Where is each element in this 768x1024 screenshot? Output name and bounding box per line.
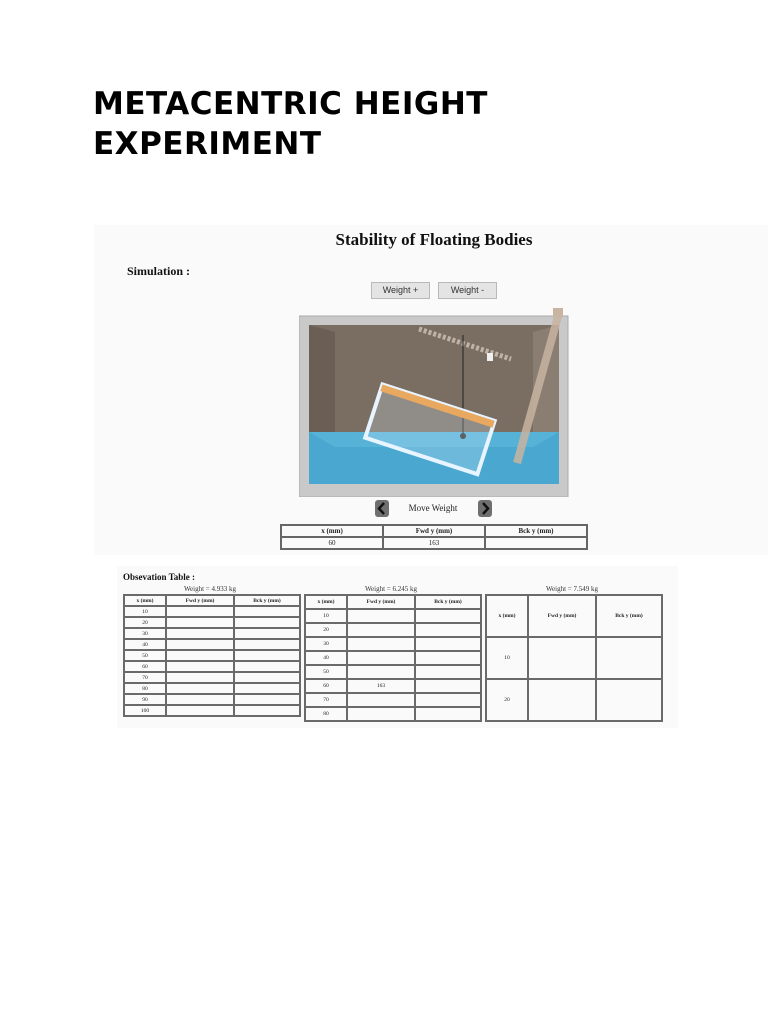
table-cell — [347, 623, 415, 637]
table-row — [305, 693, 481, 707]
table-cell — [234, 650, 300, 661]
col-header: x (mm) — [486, 595, 528, 637]
table-row — [281, 537, 587, 549]
move-weight-right-button[interactable] — [478, 500, 492, 517]
table-row — [486, 637, 662, 679]
table-header-row — [305, 595, 481, 609]
table-row — [305, 651, 481, 665]
table-cell — [528, 679, 596, 721]
observation-table-3 — [485, 594, 663, 722]
col-header: Bck y (mm) — [415, 595, 481, 609]
table-row — [124, 661, 300, 672]
table-cell — [166, 606, 234, 617]
col-header-fwd: Fwd y (mm) — [383, 525, 485, 537]
table-cell — [234, 672, 300, 683]
table-row — [305, 609, 481, 623]
title-line-1: METACENTRIC HEIGHT — [93, 86, 488, 122]
table-cell: 163 — [347, 679, 415, 693]
table-cell: 10 — [486, 637, 528, 679]
table-cell: 90 — [124, 694, 166, 705]
weight-plus-button[interactable]: Weight + — [371, 282, 430, 299]
table-row — [124, 650, 300, 661]
table-cell: 10 — [124, 606, 166, 617]
table-cell — [166, 650, 234, 661]
table-cell: 40 — [124, 639, 166, 650]
observation-table-1 — [123, 594, 301, 717]
simulation-title: Stability of Floating Bodies — [335, 230, 533, 249]
simulation-section-label: Simulation : — [127, 264, 191, 278]
table-cell — [234, 617, 300, 628]
table-cell — [415, 637, 481, 651]
table-cell: 30 — [124, 628, 166, 639]
table-cell — [234, 661, 300, 672]
table-row — [305, 665, 481, 679]
table-cell — [415, 651, 481, 665]
table-cell: 60 — [305, 679, 347, 693]
table-cell — [234, 606, 300, 617]
table-cell — [415, 693, 481, 707]
table-cell — [347, 693, 415, 707]
table-cell — [347, 665, 415, 679]
table-cell — [528, 637, 596, 679]
simulation-panel — [94, 225, 768, 555]
table-cell — [415, 665, 481, 679]
move-weight-label: Move Weight — [408, 503, 458, 513]
table-row — [305, 679, 481, 693]
table-cell — [166, 694, 234, 705]
weight-label: Weight = 4.933 kg — [184, 585, 236, 593]
sliding-weight — [487, 353, 493, 361]
table-cell — [166, 639, 234, 650]
observation-table-2 — [304, 594, 482, 722]
weight-label: Weight = 6.245 kg — [365, 585, 417, 593]
table-row — [124, 639, 300, 650]
table-cell — [234, 683, 300, 694]
table-cell — [415, 679, 481, 693]
observation-panel — [117, 566, 678, 728]
table-row — [486, 679, 662, 721]
table-cell — [596, 679, 662, 721]
table-cell: 20 — [124, 617, 166, 628]
tank-simulation-canvas — [299, 305, 569, 497]
table-cell: 10 — [305, 609, 347, 623]
col-header: Fwd y (mm) — [347, 595, 415, 609]
table-cell: 100 — [124, 705, 166, 716]
table-cell — [234, 639, 300, 650]
table-cell — [234, 705, 300, 716]
move-weight-left-button[interactable] — [375, 500, 389, 517]
col-header-bck: Bck y (mm) — [485, 525, 587, 537]
table-cell — [166, 661, 234, 672]
table-header-row — [124, 595, 300, 606]
table-cell: 60 — [124, 661, 166, 672]
table-row — [124, 705, 300, 716]
col-header: Fwd y (mm) — [166, 595, 234, 606]
col-header: x (mm) — [124, 595, 166, 606]
table-row — [124, 617, 300, 628]
table-cell — [415, 609, 481, 623]
table-row — [124, 672, 300, 683]
table-cell: 20 — [486, 679, 528, 721]
col-header: Bck y (mm) — [596, 595, 662, 637]
table-row — [124, 683, 300, 694]
observation-title: Obsevation Table : — [123, 572, 196, 582]
table-cell: 50 — [305, 665, 347, 679]
title-line-2: EXPERIMENT — [93, 126, 322, 162]
table-cell — [347, 609, 415, 623]
chevron-right-icon — [478, 500, 492, 517]
table-header-row — [281, 525, 587, 537]
table-cell — [166, 617, 234, 628]
document-title — [93, 84, 693, 164]
table-cell: 20 — [305, 623, 347, 637]
table-row — [305, 707, 481, 721]
table-header-row — [486, 595, 662, 637]
table-cell — [347, 637, 415, 651]
table-cell — [234, 694, 300, 705]
cell-x: 60 — [281, 537, 383, 549]
cell-bck — [485, 537, 587, 549]
table-cell — [166, 628, 234, 639]
table-cell: 80 — [124, 683, 166, 694]
table-row — [305, 623, 481, 637]
table-row — [124, 606, 300, 617]
table-row — [124, 694, 300, 705]
table-cell — [166, 705, 234, 716]
weight-minus-button[interactable]: Weight - — [438, 282, 497, 299]
table-cell: 70 — [305, 693, 347, 707]
table-cell — [166, 683, 234, 694]
table-row — [124, 628, 300, 639]
observation-block-1 — [123, 584, 301, 717]
table-cell — [415, 623, 481, 637]
observation-block-2 — [304, 584, 482, 722]
col-header: x (mm) — [305, 595, 347, 609]
table-cell — [234, 628, 300, 639]
table-cell: 80 — [305, 707, 347, 721]
cell-fwd: 163 — [383, 537, 485, 549]
col-header: Bck y (mm) — [234, 595, 300, 606]
table-cell: 70 — [124, 672, 166, 683]
table-cell — [166, 672, 234, 683]
table-cell — [415, 707, 481, 721]
table-cell: 30 — [305, 637, 347, 651]
table-cell — [347, 707, 415, 721]
table-cell: 50 — [124, 650, 166, 661]
table-cell: 40 — [305, 651, 347, 665]
col-header-x: x (mm) — [281, 525, 383, 537]
observation-block-3 — [485, 584, 663, 722]
table-cell — [347, 651, 415, 665]
table-cell — [596, 637, 662, 679]
simulation-readout-table — [280, 524, 588, 550]
weight-label: Weight = 7.549 kg — [546, 585, 598, 593]
chevron-left-icon — [375, 500, 389, 517]
table-row — [305, 637, 481, 651]
col-header: Fwd y (mm) — [528, 595, 596, 637]
